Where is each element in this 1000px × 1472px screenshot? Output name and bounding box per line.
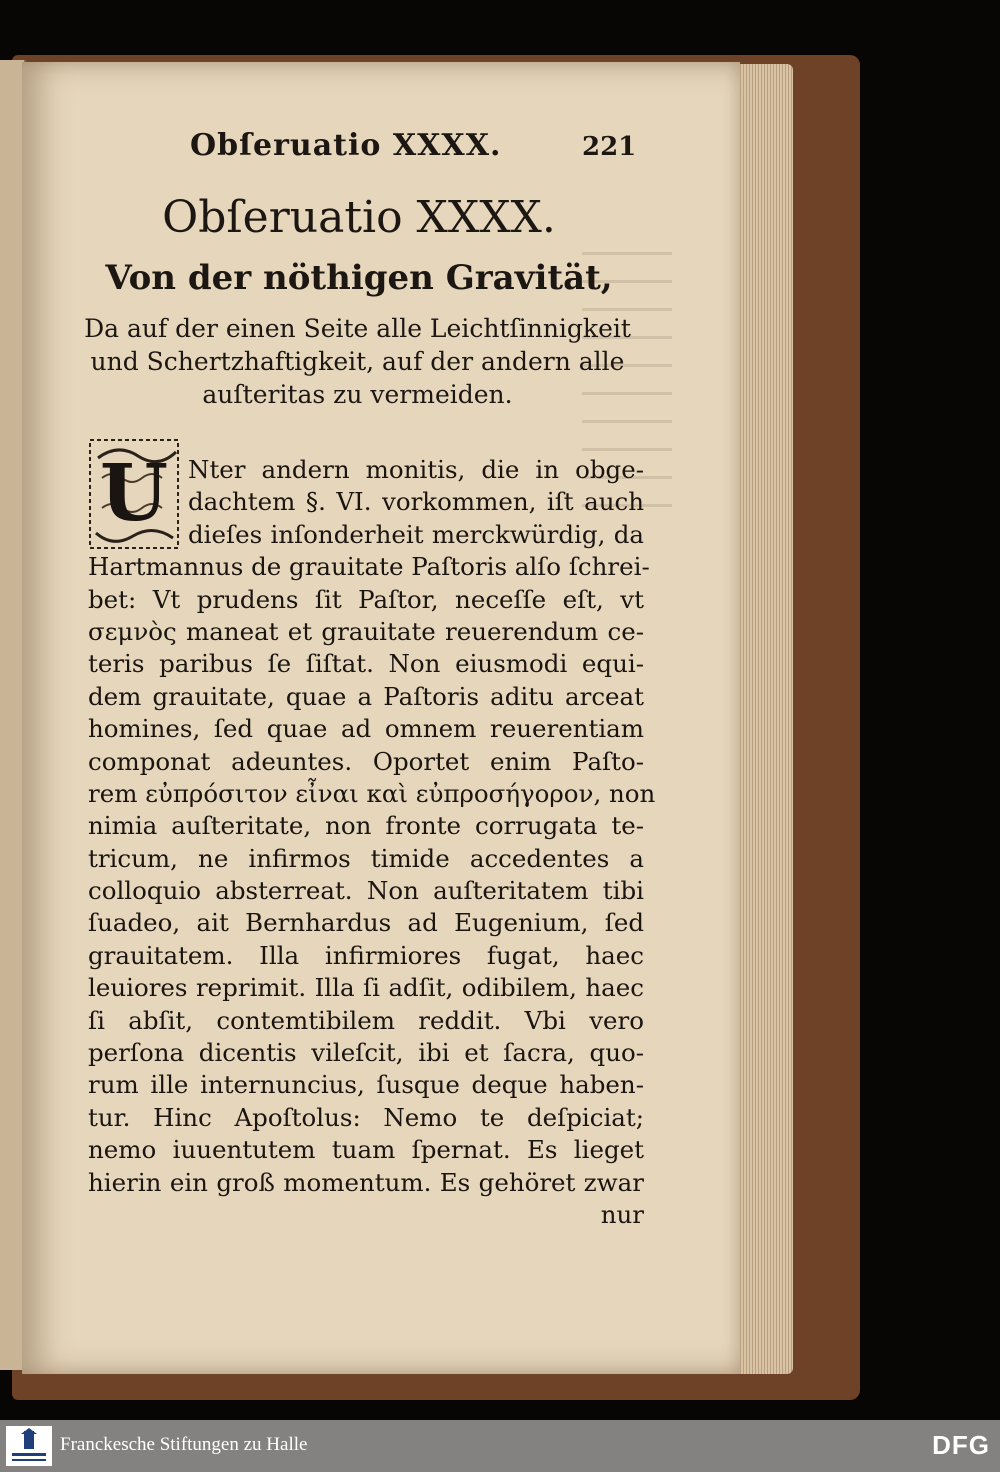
text-line: tur. Hinc Apoſtolus: Nemo te deſpiciat; bbox=[88, 1102, 644, 1132]
body-text bbox=[88, 454, 656, 1231]
summary-line: Da auf der einen Seite alle Leichtſinnigkeit bbox=[84, 314, 631, 343]
institution-logo-icon[interactable] bbox=[6, 1426, 52, 1466]
text-line: tricum, ne infirmos timide accedentes a bbox=[88, 843, 644, 873]
running-head: Obſeruatio XXXX. bbox=[190, 128, 502, 163]
dfg-logo[interactable]: DFG bbox=[932, 1430, 990, 1460]
text-line: rem εὐπρόσιτον εἶναι καὶ εὐπροσήγορον, non bbox=[88, 778, 656, 808]
summary-line: und Schertzhaftigkeit, auf der andern alle bbox=[90, 347, 625, 376]
text-line: teris paribus ſe ſiſtat. Non eiusmodi equi- bbox=[88, 649, 644, 679]
text-line: dachtem §. VI. vorkommen, iſt auch bbox=[188, 487, 644, 517]
text-line: perſona dicentis vileſcit, ibi et ſacra, quo- bbox=[88, 1038, 644, 1068]
drop-cap-letter: U bbox=[99, 448, 169, 539]
text-line: nemo iuuentutem tuam ſpernat. Es lieget bbox=[88, 1135, 644, 1165]
text-line: componat adeuntes. Oportet enim Paſto- bbox=[88, 746, 644, 776]
text-line: hierin ein groß momentum. Es gehöret zwar bbox=[88, 1167, 644, 1197]
summary-line: auſteritas zu vermeiden. bbox=[202, 380, 513, 409]
text-line: Hartmannus de grauitate Paſtoris alſo ſchrei- bbox=[88, 552, 650, 582]
text-line: ſuadeo, ait Bernhardus ad Eugenium, ſed bbox=[88, 908, 644, 938]
catchword: nur bbox=[600, 1199, 644, 1229]
text-line: dem grauitate, quae a Paſtoris aditu arceat bbox=[88, 681, 644, 711]
chapter-summary bbox=[80, 312, 635, 411]
viewer-footer bbox=[0, 1420, 1000, 1472]
chapter-subtitle: Von der nöthigen Gravität, bbox=[105, 258, 613, 298]
chapter-title: Obſeruatio XXXX. bbox=[162, 192, 556, 243]
text-line: nimia auſteritate, non fronte corrugata te- bbox=[88, 811, 644, 841]
text-line: leuiores reprimit. Illa ſi adſit, odibilem, haec bbox=[88, 973, 644, 1003]
text-line: dieſes inſonderheit merckwürdig, da bbox=[188, 519, 644, 549]
page-stack-edge bbox=[735, 64, 793, 1374]
text-line: homines, ſed quae ad omnem reuerentiam bbox=[88, 714, 644, 744]
text-line: bet: Vt prudens ſit Paſtor, neceſſe eſt, vt bbox=[88, 584, 644, 614]
text-line: rum ille internuncius, ſusque deque haben- bbox=[88, 1070, 644, 1100]
text-line: colloquio absterreat. Non auſteritatem tibi bbox=[88, 876, 644, 906]
text-line: ſi abſit, contemtibilem reddit. Vbi vero bbox=[88, 1005, 644, 1035]
text-line: grauitatem. Illa infirmiores fugat, haec bbox=[88, 940, 644, 970]
page-number: 221 bbox=[582, 132, 637, 162]
institution-name: Franckesche Stiftungen zu Halle bbox=[60, 1434, 308, 1455]
text-line: σεμνὸς maneat et grauitate reuerendum ce- bbox=[88, 616, 644, 646]
text-line: Nter andern monitis, die in obge- bbox=[188, 455, 644, 484]
